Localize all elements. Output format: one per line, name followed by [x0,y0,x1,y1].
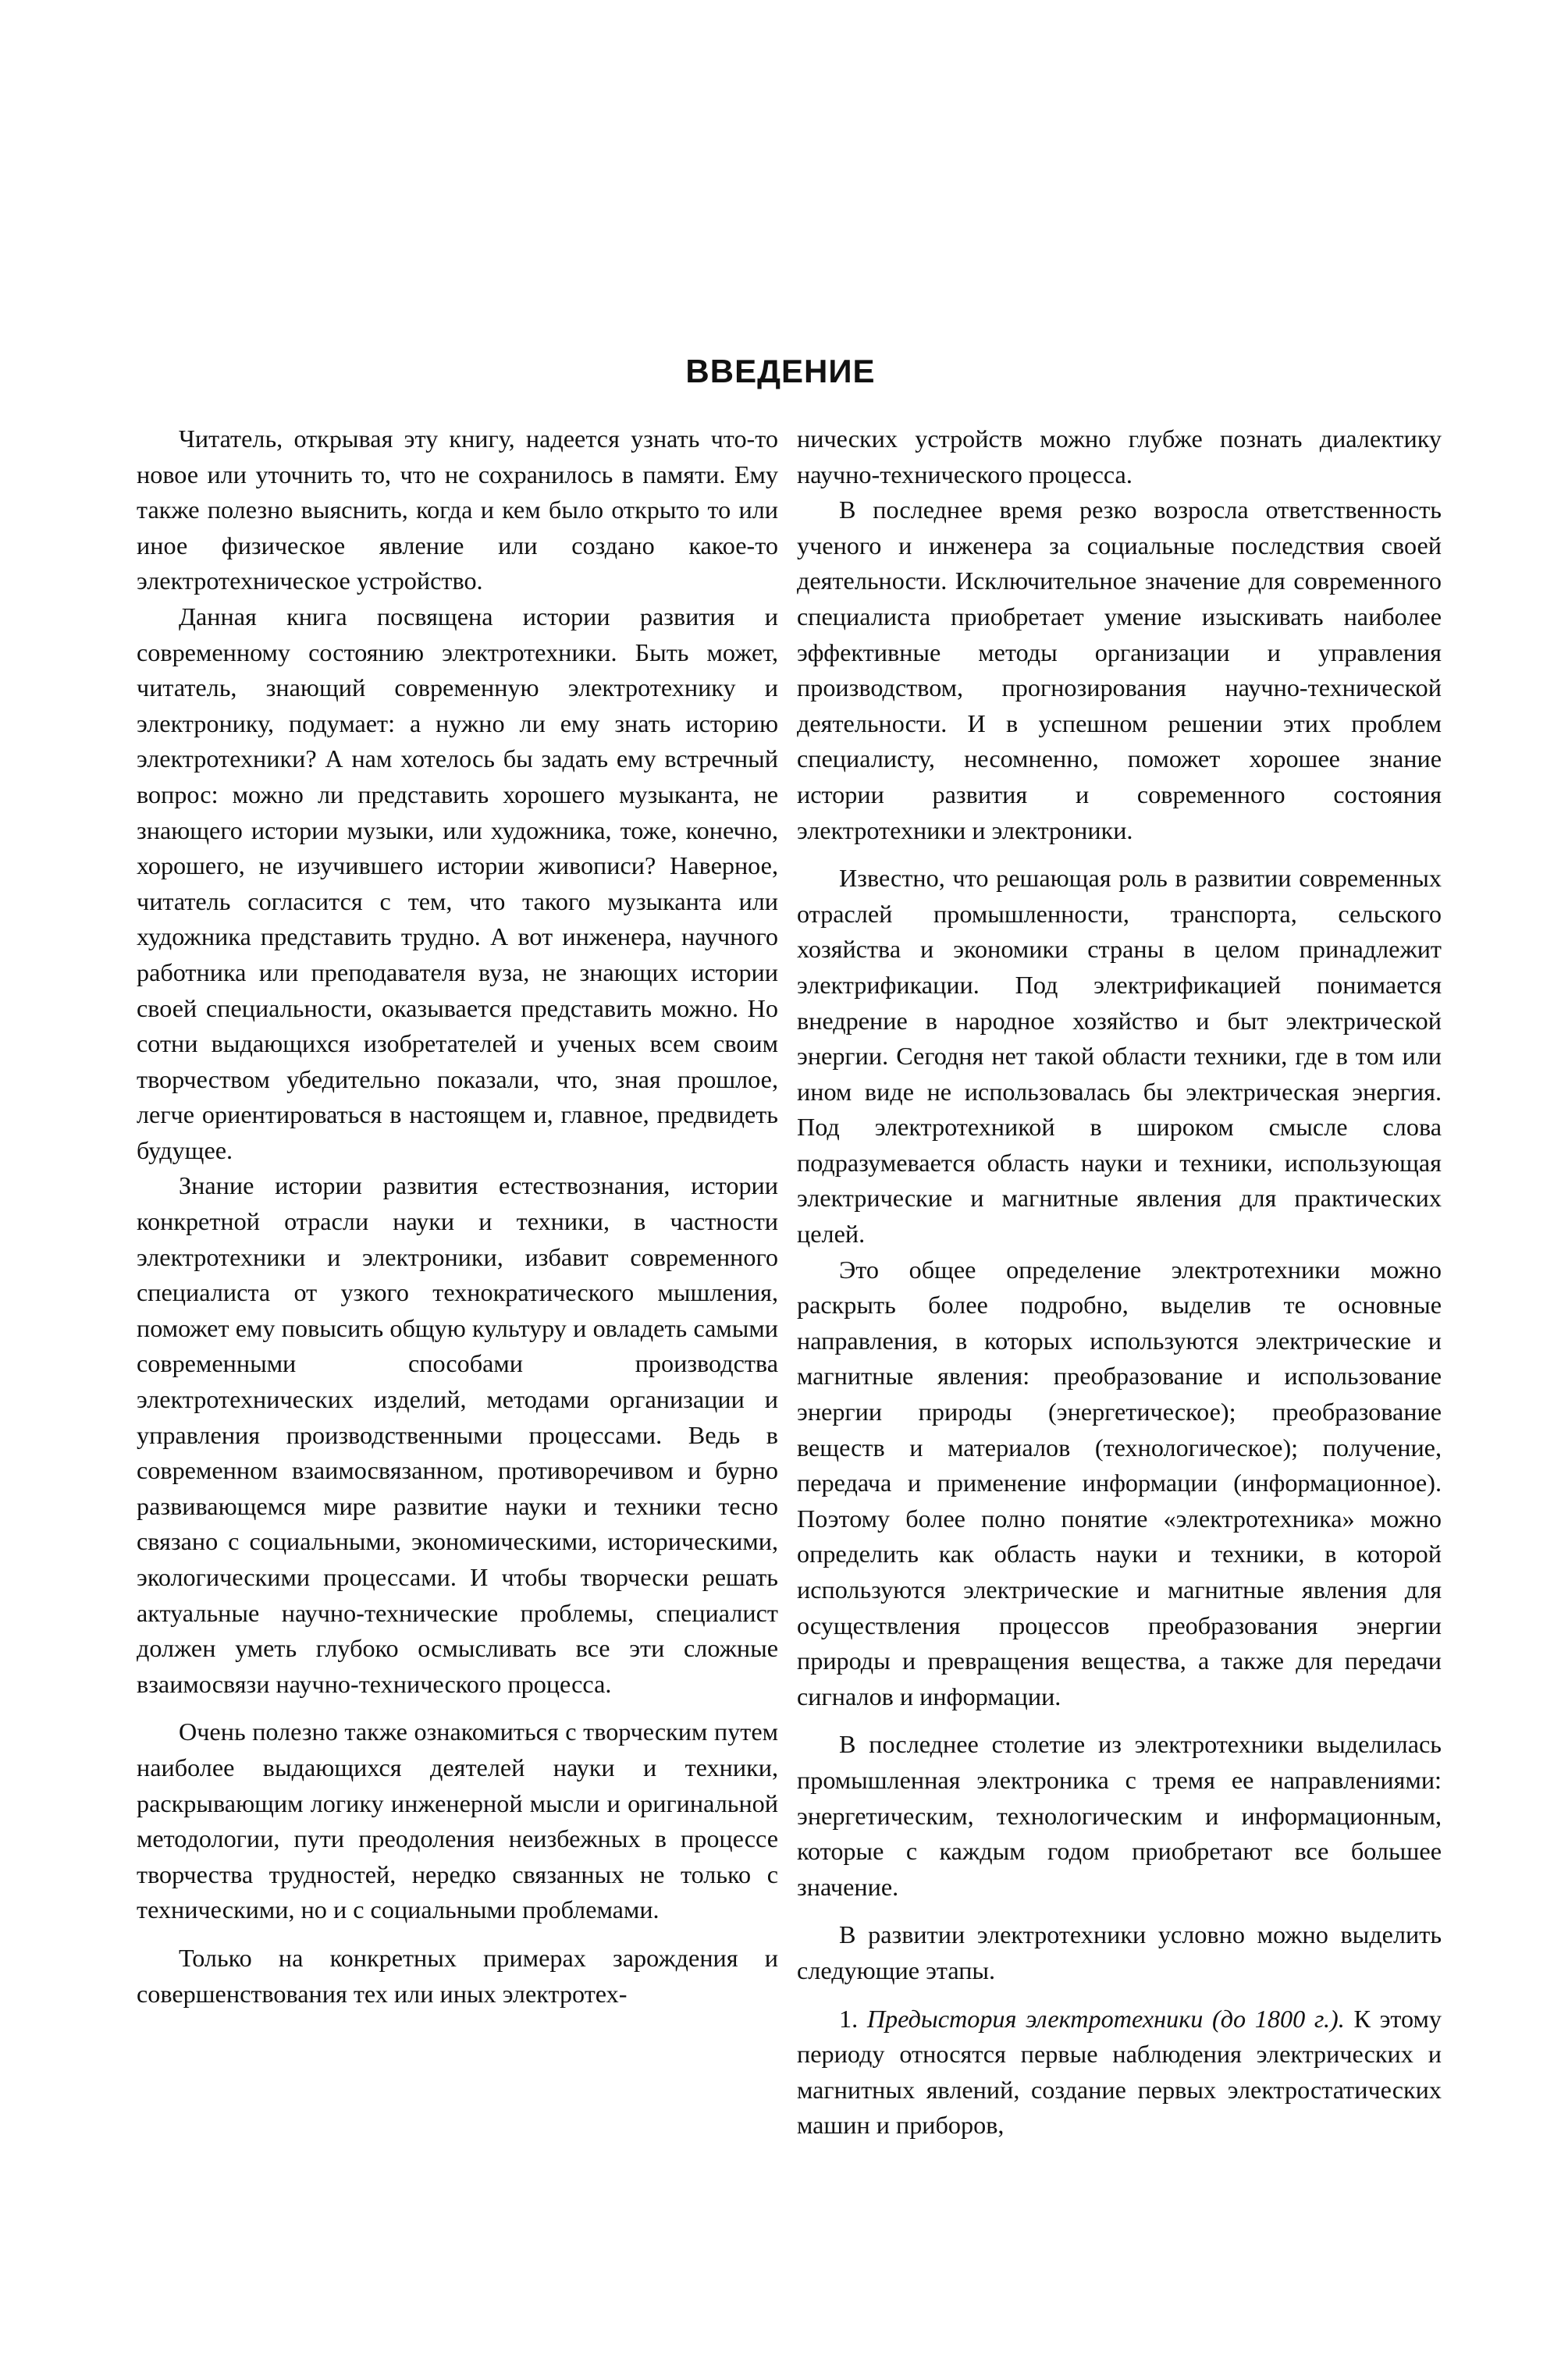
paragraph: Знание истории развития естествознания, истории конкретной отрасли науки и техники, в частности электротехники и электроники, избавит современного специалиста от узкого технократического мышления, поможет ему повысить общую культуру и овладеть самыми современными способами производства электротехнических изделий, методами организации и управления производственными процессами. Ведь в современном взаимосвязанном, противоречивом и бурно развивающемся мире развитие науки и техники тесно связано с социальными, экономическими, историческими, экологическими процессами. И чтобы творчески решать актуальные научно-технические проблемы, специалист должен уметь глубоко осмысливать все эти сложные взаимосвязи научно-технического процесса. [137,1171,778,1698]
left-column [137,421,778,2012]
paragraph: Данная книга посвящена истории развития и современному состоянию электротехники. Быть может, читатель, знающий современную электротехнику и электронику, подумает: а нужно ли ему знать историю электротехники? А нам хотелось бы задать ему встречный вопрос: можно ли представить хорошего музыканта, не знающего истории музыки, или художника, тоже, конечно, хорошего, не изучившего истории живописи? Наверное, читатель согласится с тем, что такого музыканта или художника представить трудно. А вот инженера, научного работника или преподавателя вуза, не знающих истории своей специальности, оказывается представить можно. Но сотни выдающихся изобретателей и ученых всем своим творчеством убедительно показали, что, зная прошлое, легче ориентироваться в настоящем и, главное, предвидеть будущее. [137,602,778,1164]
stage-text: К этому периоду относятся первые наблюдения электрических и магнитных явлений, создание первых электростатических машин и приборов, [797,2004,1442,2140]
paragraph: Известно, что решающая роль в развитии современных отраслей промышленности, транспорта, сельского хозяйства и экономики страны в целом принадлежит электрификации. Под электрификацией понимается внедрение в народное хозяйство и быт электрической энергии. Сегодня нет такой области техники, где в том или ином виде не использовалась бы электрическая энергия. Под электротехникой в широком смысле слова подразумевается область науки и техники, использующая электрические и магнитные явления для практических целей. [797,864,1442,1249]
paragraph: Очень полезно также ознакомиться с творческим путем наиболее выдающихся деятелей науки и техники, раскрывающим логику инженерной мысли и оригинальной методологии, пути преодоления неизбежных в процессе творчества трудностей, нередко связанных не только с техническими, но и с социальными проблемами. [137,1718,778,1924]
paragraph: В последнее столетие из электротехники выделилась промышленная электроника с тремя ее направлениями: энергетическим, технологическим и информационным, которые с каждым годом приобретают все большее значение. [797,1730,1442,1901]
page-title: ВВЕДЕНИЕ [685,353,876,389]
paragraph: В развитии электротехники условно можно выделить следующие этапы. [797,1920,1442,1984]
stage-number: 1. [839,2004,859,2033]
paragraph: Читатель, открывая эту книгу, надеется узнать что-то новое или уточнить то, что не сохранилось в памяти. Ему также полезно выяснить, когда и кем было открыто то или иное физическое явление или создано какое-то электротехническое устройство. [137,424,778,595]
paragraph: Это общее определение электротехники можно раскрыть более подробно, выделив те основные направления, в которых используются электрические и магнитные явления: преобразование и использование энергии природы (энергетическое); преобразование веществ и материалов (технологическое); получение, передача и применение информации (информационное). Поэтому более полно понятие «электротехника» можно определить как область науки и техники, в которой используются электрические и магнитные явления для осуществления процессов преобразования энергии природы и превращения вещества, а также для передачи сигналов и информации. [797,1255,1442,1710]
paragraph-continuation: нических устройств можно глубже познать диалектику научно-технического процесса. [797,424,1442,488]
paragraph: Только на конкретных примерах зарождения и совершенствования тех или иных электротех- [137,1943,778,2008]
stage-name: Предыстория электротехники (до 1800 г.). [866,2004,1345,2033]
stage-paragraph [797,2002,1442,2144]
right-column [797,421,1442,2144]
paragraph: В последнее время резко возросла ответственность ученого и инженера за социальные последствия своей деятельности. Исключительное значение для современного специалиста приобретает умение изыскивать наиболее эффективные методы организации и управления производством, прогнозирования научно-технической деятельности. И в успешном решении этих проблем специалисту, несомненно, поможет хорошее знание истории развития и современного состояния электротехники и электроники. [797,496,1442,844]
